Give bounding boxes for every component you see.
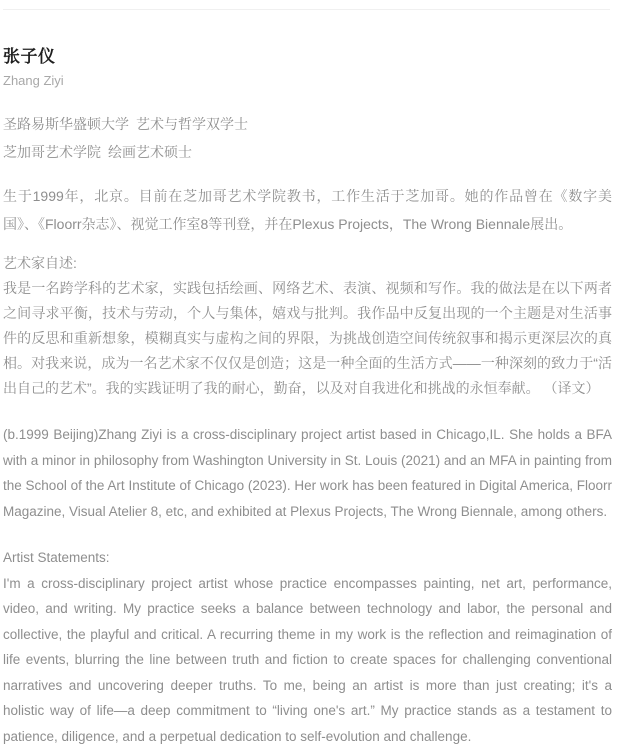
artist-name-romanized: Zhang Ziyi xyxy=(3,72,612,89)
artist-statement-en-section xyxy=(3,545,612,749)
artist-statement-en-label: Artist Statements: xyxy=(3,545,612,571)
artist-statement-zh-text: 我是一名跨学科的艺术家，实践包括绘画、网络艺术、表演、视频和写作。我的做法是在以下两者之间寻求平衡，技术与劳动，个人与集体，嬉戏与批判。我作品中反复出现的一个主题是对生活事件的反思和重新想象，模糊真实与虚构之间的界限，为挑战创造空间传统叙事和揭示更深层次的真相。对我来说，成为一名艺术家不仅仅是创造；这是一种全面的生活方式——一种深刻的致力于“活出自己的艺术”。我的实践证明了我的耐心，勤奋，以及对自我进化和挑战的永恒奉献。 （译文） xyxy=(3,276,612,401)
artist-statement-zh-section xyxy=(3,251,612,401)
education-section xyxy=(3,110,612,166)
artist-name-zh: 张子仪 xyxy=(3,47,612,67)
bio-paragraph-zh: 生于1999年，北京。目前在芝加哥艺术学院教书，工作生活于芝加哥。她的作品曾在《数字美国》、《Floorr杂志》、视觉工作室8等刊登，并在Plexus Projects，The Wrong Biennale展出。 xyxy=(3,182,612,238)
artist-statement-zh-label: 艺术家自述: xyxy=(3,251,612,276)
content-area xyxy=(0,9,618,749)
artist-statement-en-text: I'm a cross-disciplinary project artist whose practice encompasses painting, net art, performance, video, and writing. My practice seeks a balance between technology and labor, the personal and collective, the playful and critical. A recurring theme in my work is the reflection and reimagination of life events, blurring the line between truth and fiction to create spaces for challenging conventional narratives and uncovering deeper truths. To me, being an artist is more than just creating; it's a holistic way of life—a deep commitment to “living one's art.” My practice stands as a testament to patience, diligence, and a perpetual dedication to self-evolution and challenge. xyxy=(3,571,612,749)
education-degree-mfa: 芝加哥艺术学院 绘画艺术硕士 xyxy=(3,138,612,166)
artist-bio-page xyxy=(0,9,618,734)
education-degree-bfa: 圣路易斯华盛顿大学 艺术与哲学双学士 xyxy=(3,110,612,138)
top-divider xyxy=(3,9,610,10)
bio-paragraph-en: (b.1999 Beijing)Zhang Ziyi is a cross-disciplinary project artist based in Chicago,IL. She holds a BFA with a minor in philosophy from Washington University in St. Louis (2021) and an MFA in painting from the School of the Art Institute of Chicago (2023). Her work has been featured in Digital America, Floorr Magazine, Visual Atelier 8, etc, and exhibited at Plexus Projects, The Wrong Biennale, among others. xyxy=(3,422,612,524)
